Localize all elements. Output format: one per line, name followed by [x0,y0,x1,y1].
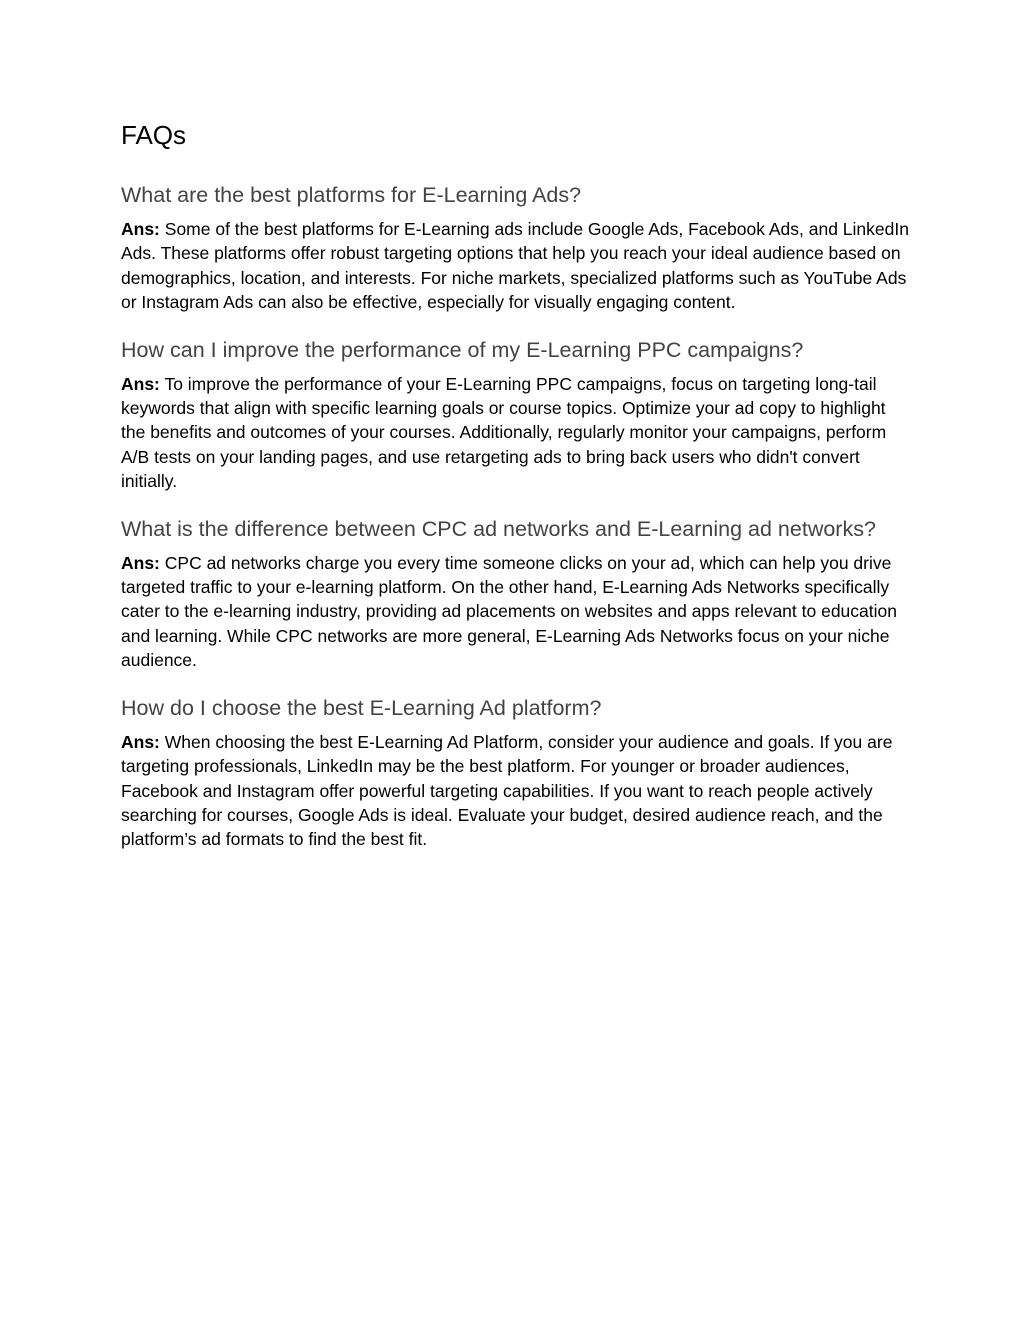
faq-answer [121,551,911,673]
answer-text: When choosing the best E-Learning Ad Platform, consider your audience and goals. If you are targeting professionals, LinkedIn may be the best platform. For younger or broader audiences, Facebook and Instagram offer powerful targeting capabilities. If you want to reach people actively searching for courses, Google Ads is ideal. Evaluate your budget, desired audience reach, and the platform’s ad formats to find the best fit. [121,731,893,850]
answer-label: Ans: [121,219,160,239]
answer-text: Some of the best platforms for E-Learning ads include Google Ads, Facebook Ads, and LinkedIn Ads. These platforms offer robust targeting options that help you reach your ideal audience based on demographics, location, and interests. For niche markets, specialized platforms such as YouTube Ads or Instagram Ads can also be effective, especially for visually engaging content. [121,219,909,313]
faq-answer [121,372,911,494]
faq-question: How do I choose the best E-Learning Ad platform? [121,695,602,720]
answer-label: Ans: [121,552,160,573]
answer-text: To improve the performance of your E-Learning PPC campaigns, focus on targeting long-tail keywords that align with specific learning goals or course topics. Optimize your ad copy to highlight the benefits and outcomes of your courses. Additionally, regularly monitor your campaigns, perform A/B tests on your landing pages, and use retargeting ads to bring back users who didn't convert initially. [121,373,887,492]
answer-label: Ans: [121,731,160,752]
faq-item [121,693,911,852]
faq-question: What is the difference between CPC ad networks and E-Learning ad networks? [121,516,876,541]
faq-answer [121,217,911,315]
faq-list [121,180,911,872]
faq-item [121,335,911,494]
answer-text: CPC ad networks charge you every time someone clicks on your ad, which can help you drive targeted traffic to your e-learning platform. On the other hand, E-Learning Ads Networks specifically cater to the e-learning industry, providing ad placements on websites and apps relevant to education and learning. While CPC networks are more general, E-Learning Ads Networks focus on your niche audience. [121,552,897,671]
page-title: FAQs [121,120,187,150]
faq-item [121,514,911,673]
faq-item [121,180,911,315]
answer-label: Ans: [121,373,160,394]
faq-question: What are the best platforms for E-Learning Ads? [121,183,582,207]
faq-answer [121,730,911,852]
faq-question: How can I improve the performance of my E-Learning PPC campaigns? [121,337,804,362]
